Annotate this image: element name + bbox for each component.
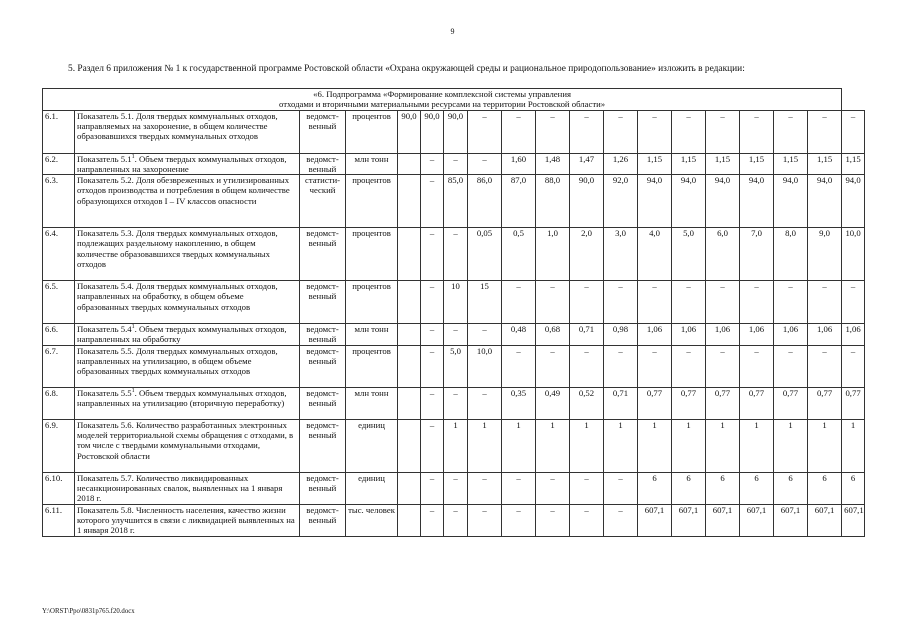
value-cell: – [502,472,536,504]
value-cell: 0,68 [536,324,570,346]
row-number: 6.1. [43,110,75,153]
value-cell: 1,60 [502,153,536,175]
value-cell: – [536,504,570,536]
value-cell: – [421,504,444,536]
value-cell: 6 [740,472,774,504]
value-cell: – [808,281,842,324]
value-cell: 85,0 [444,175,468,228]
value-cell: 0,52 [570,387,604,419]
indicator-name: Показатель 5.6. Количество разработанных электронных моделей территориальной схемы обращения с отходами, в том числе с твердыми коммунальными отходами, Ростовской области [75,419,300,472]
value-cell: 87,0 [502,175,536,228]
value-cell: – [808,345,842,387]
value-cell: 6 [774,472,808,504]
value-cell: – [421,419,444,472]
table-row [43,281,865,324]
value-cell [398,228,421,281]
value-cell: – [570,110,604,153]
row-number: 6.2. [43,153,75,175]
value-cell: 6 [672,472,706,504]
data-source: ведомст-венный [300,110,346,153]
row-number: 6.11. [43,504,75,536]
data-source: ведомст-венный [300,281,346,324]
value-cell: – [421,175,444,228]
unit: процентов [346,345,398,387]
table-row [43,345,865,387]
unit: процентов [346,110,398,153]
intro-text: 5. Раздел 6 приложения № 1 к государственной программе Ростовской области «Охрана окружающей среды и рациональное природопользование» изложить в редакции: [68,64,745,74]
table-row [43,324,865,346]
value-cell: 607,1 [672,504,706,536]
value-cell: – [444,504,468,536]
value-cell: – [774,281,808,324]
value-cell: 1,06 [808,324,842,346]
value-cell: 1 [808,419,842,472]
value-cell: 1,15 [774,153,808,175]
value-cell: 88,0 [536,175,570,228]
value-cell: 1 [570,419,604,472]
value-cell: 94,0 [842,175,865,228]
value-cell: – [570,281,604,324]
value-cell: 5,0 [444,345,468,387]
value-cell: – [468,324,502,346]
value-cell: 1,47 [570,153,604,175]
table-row [43,228,865,281]
value-cell: 0,48 [502,324,536,346]
row-number: 6.10. [43,472,75,504]
value-cell: 0,77 [808,387,842,419]
value-cell: 0,77 [706,387,740,419]
value-cell: – [604,345,638,387]
value-cell: 607,1 [808,504,842,536]
value-cell: 10,0 [842,228,865,281]
value-cell: – [444,387,468,419]
value-cell: 1,48 [536,153,570,175]
value-cell: – [842,281,865,324]
value-cell: 0,5 [502,228,536,281]
value-cell: 1 [502,419,536,472]
value-cell: 1,15 [672,153,706,175]
value-cell: 0,05 [468,228,502,281]
value-cell: 1 [774,419,808,472]
value-cell: 1,15 [638,153,672,175]
value-cell: – [468,504,502,536]
value-cell: 1 [638,419,672,472]
value-cell: 0,71 [570,324,604,346]
value-cell: 1,26 [604,153,638,175]
value-cell: 0,98 [604,324,638,346]
value-cell: – [638,345,672,387]
table-title [43,89,842,111]
unit: млн тонн [346,387,398,419]
value-cell: 607,1 [842,504,865,536]
value-cell: 6 [706,472,740,504]
value-cell: – [444,153,468,175]
value-cell: 1,15 [842,153,865,175]
value-cell: 1,15 [706,153,740,175]
value-cell: 607,1 [706,504,740,536]
value-cell: 0,77 [672,387,706,419]
value-cell [398,419,421,472]
value-cell [398,472,421,504]
value-cell: – [706,281,740,324]
page-number: 9 [450,27,455,36]
value-cell: – [468,110,502,153]
value-cell: – [638,281,672,324]
value-cell: – [502,345,536,387]
unit: тыс. человек [346,504,398,536]
data-source: ведомст-венный [300,345,346,387]
value-cell [398,175,421,228]
value-cell: 92,0 [604,175,638,228]
value-cell: – [774,110,808,153]
value-cell: – [421,472,444,504]
value-cell: – [842,345,865,387]
row-number: 6.8. [43,387,75,419]
data-source: ведомст-венный [300,153,346,175]
value-cell: 1,06 [638,324,672,346]
indicator-name: Показатель 5.1. Доля твердых коммунальных отходов, направляемых на захоронение, в общем количестве образовавшихся твердых коммунальных отходов [75,110,300,153]
value-cell: – [421,228,444,281]
value-cell: – [604,504,638,536]
unit: единиц [346,419,398,472]
value-cell: 90,0 [570,175,604,228]
unit: единиц [346,472,398,504]
value-cell: – [536,110,570,153]
value-cell: – [536,281,570,324]
value-cell: 6 [842,472,865,504]
data-source: ведомст-венный [300,387,346,419]
value-cell: – [502,281,536,324]
value-cell: 5,0 [672,228,706,281]
data-source: ведомст-венный [300,472,346,504]
value-cell [398,281,421,324]
row-number: 6.9. [43,419,75,472]
value-cell: 1 [740,419,774,472]
value-cell: 94,0 [638,175,672,228]
value-cell: – [672,110,706,153]
indicator-name: Показатель 5.2. Доля обезвреженных и утилизированных отходов производства и потребления в общем количестве образующихся отходов I – IV классов опасности [75,175,300,228]
value-cell: – [570,345,604,387]
value-cell: – [604,110,638,153]
table-row [43,387,865,419]
indicator-name: Показатель 5.4. Доля твердых коммунальных отходов, направленных на обработку, в общем объеме образованных твердых коммунальных отходов [75,281,300,324]
data-source: статисти-ческий [300,175,346,228]
value-cell: – [672,281,706,324]
value-cell: – [740,345,774,387]
indicator-name: Показатель $5.4^1$. Объем твердых коммунальных отходов, направленных на обработку [75,324,300,346]
value-cell: – [536,472,570,504]
value-cell: 94,0 [808,175,842,228]
value-cell: – [468,387,502,419]
table-row [43,419,865,472]
value-cell [398,153,421,175]
value-cell: 8,0 [774,228,808,281]
value-cell: – [570,504,604,536]
table-title-row [43,89,865,111]
value-cell: – [468,472,502,504]
value-cell: 0,49 [536,387,570,419]
value-cell: – [444,472,468,504]
value-cell: – [672,345,706,387]
table-title-line2: отходами и вторичными материальными ресурсами на территории Ростовской области» [278,99,606,110]
value-cell: 1,06 [740,324,774,346]
footer-file-path: Y:\ORST\Ppo\0831p765.f20.docx [42,608,135,615]
value-cell: – [444,228,468,281]
table-row [43,504,865,536]
table-row [43,110,865,153]
value-cell [398,387,421,419]
value-cell: 1 [604,419,638,472]
value-cell: 90,0 [444,110,468,153]
value-cell: – [502,504,536,536]
row-number: 6.3. [43,175,75,228]
value-cell: 94,0 [706,175,740,228]
data-source: ведомст-венный [300,504,346,536]
table-row [43,175,865,228]
value-cell: – [421,153,444,175]
value-cell: 10 [444,281,468,324]
value-cell: 94,0 [672,175,706,228]
data-source: ведомст-венный [300,419,346,472]
value-cell: – [706,110,740,153]
value-cell: 1,06 [774,324,808,346]
value-cell: – [740,110,774,153]
data-source: ведомст-венный [300,324,346,346]
indicator-name: Показатель 5.5. Доля твердых коммунальных отходов, направленных на утилизацию, в общем объеме образованных твердых коммунальных отходов [75,345,300,387]
value-cell: 0,77 [638,387,672,419]
value-cell: 1,06 [706,324,740,346]
value-cell: 607,1 [740,504,774,536]
value-cell: 6 [808,472,842,504]
value-cell: – [421,324,444,346]
row-number: 6.6. [43,324,75,346]
unit: процентов [346,281,398,324]
unit: млн тонн [346,153,398,175]
value-cell: 0,77 [740,387,774,419]
value-cell: 1,06 [672,324,706,346]
value-cell [398,345,421,387]
unit: процентов [346,175,398,228]
value-cell: 15 [468,281,502,324]
value-cell: – [468,153,502,175]
indicator-name: Показатель $5.5^1$. Объем твердых коммунальных отходов, направленных на утилизацию (вторичную переработку) [75,387,300,419]
table-title-line1: «6. Подпрограмма «Формирование комплексной системы управления [313,89,571,99]
value-cell: 607,1 [638,504,672,536]
table-row [43,472,865,504]
value-cell [398,504,421,536]
indicator-name: Показатель 5.7. Количество ликвидированных несанкционированных свалок, выявленных на 1 января 2018 г. [75,472,300,504]
value-cell: 607,1 [774,504,808,536]
superscript: 1 [131,324,135,331]
value-cell: 94,0 [740,175,774,228]
value-cell: 1 [444,419,468,472]
value-cell: – [740,281,774,324]
value-cell [398,324,421,346]
unit: процентов [346,228,398,281]
value-cell: 10,0 [468,345,502,387]
value-cell: – [570,472,604,504]
value-cell: – [444,324,468,346]
value-cell: 86,0 [468,175,502,228]
superscript: 1 [131,153,135,160]
value-cell: – [421,281,444,324]
value-cell: – [808,110,842,153]
data-source: ведомст-венный [300,228,346,281]
value-cell: – [421,345,444,387]
value-cell: – [774,345,808,387]
value-cell: 90,0 [421,110,444,153]
row-number: 6.7. [43,345,75,387]
value-cell: 6,0 [706,228,740,281]
value-cell: 4,0 [638,228,672,281]
indicator-name: Показатель $5.1^1$. Объем твердых коммунальных отходов, направленных на захоронение [75,153,300,175]
value-cell: – [638,110,672,153]
value-cell: – [706,345,740,387]
value-cell: 1 [672,419,706,472]
unit: млн тонн [346,324,398,346]
value-cell: 1,06 [842,324,865,346]
value-cell: 1 [468,419,502,472]
value-cell: 0,77 [774,387,808,419]
value-cell: – [604,281,638,324]
value-cell: 7,0 [740,228,774,281]
table-row [43,153,865,175]
value-cell: 0,71 [604,387,638,419]
value-cell: – [502,110,536,153]
indicator-name: Показатель 5.3. Доля твердых коммунальных отходов, подлежащих раздельному накоплению, в общем количестве образовавшихся твердых коммунальных отходов [75,228,300,281]
value-cell: 1 [842,419,865,472]
value-cell: 90,0 [398,110,421,153]
value-cell: 9,0 [808,228,842,281]
value-cell: 6 [638,472,672,504]
indicator-name: Показатель 5.8. Численность населения, качество жизни которого улучшится в связи с ликвидацией выявленных на 1 января 2018 г. [75,504,300,536]
value-cell: – [604,472,638,504]
row-number: 6.4. [43,228,75,281]
value-cell: 1,0 [536,228,570,281]
indicator-table [42,88,865,537]
value-cell: 3,0 [604,228,638,281]
value-cell: 1,15 [808,153,842,175]
value-cell: – [842,110,865,153]
value-cell: 1 [536,419,570,472]
value-cell: – [536,345,570,387]
value-cell: 0,77 [842,387,865,419]
superscript: 1 [131,387,135,394]
value-cell: 94,0 [774,175,808,228]
value-cell: 1 [706,419,740,472]
value-cell: – [421,387,444,419]
value-cell: 0,35 [502,387,536,419]
value-cell: 2,0 [570,228,604,281]
row-number: 6.5. [43,281,75,324]
value-cell: 1,15 [740,153,774,175]
